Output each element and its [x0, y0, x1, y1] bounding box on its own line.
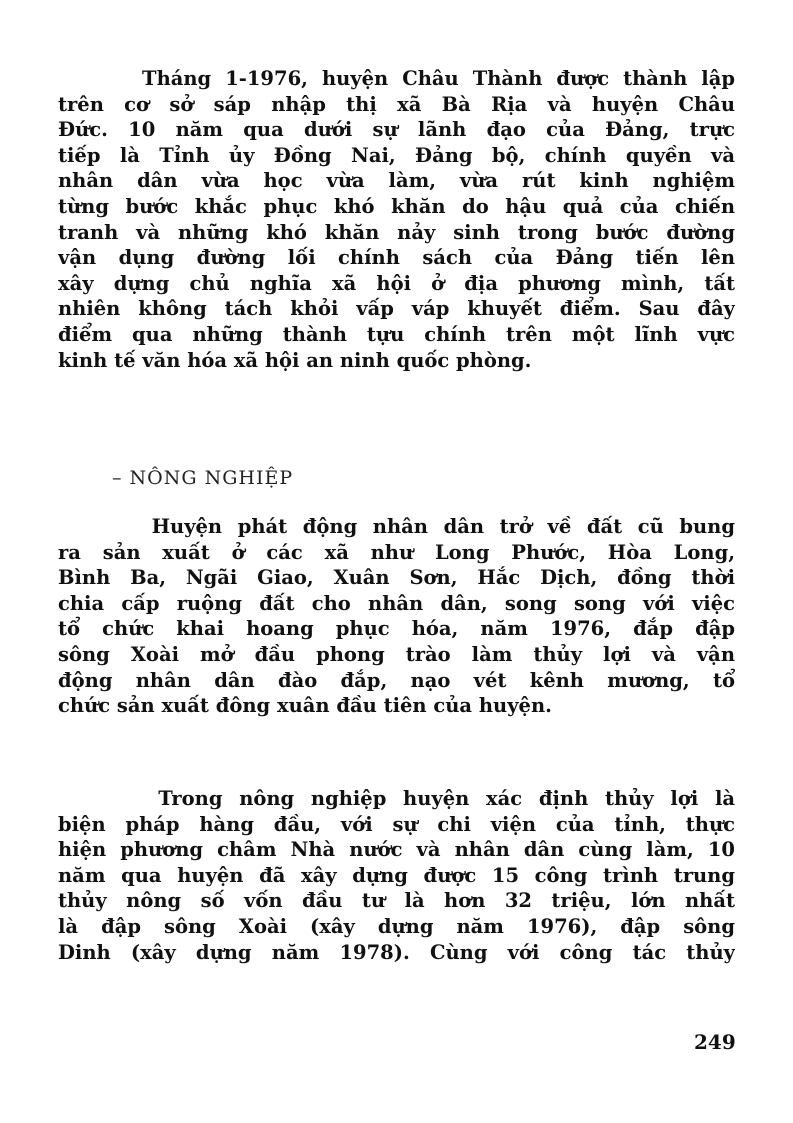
- text-line: tiếp là Tỉnh ủy Đồng Nai, Đảng bộ, chính quyền và: [58, 143, 735, 167]
- agriculture-paragraph: [58, 514, 735, 719]
- text-line: năm qua huyện đã xây dựng được 15 công trình trung: [58, 863, 735, 887]
- irrigation-paragraph: [58, 786, 735, 965]
- text-line: sông Xoài mở đầu phong trào làm thủy lợi và vận: [58, 642, 735, 666]
- text-line: vận dụng đường lối chính sách của Đảng tiến lên: [58, 246, 735, 270]
- text-line: biện pháp hàng đầu, với sự chi viện của tỉnh, thực: [58, 812, 735, 836]
- text-line: Bình Ba, Ngãi Giao, Xuân Sơn, Hắc Dịch, đồng thời: [58, 566, 735, 590]
- text-line: tranh và những khó khăn nảy sinh trong bước đường: [58, 220, 735, 244]
- text-line: điểm qua những thành tựu chính trên một lĩnh vực: [58, 322, 735, 346]
- text-line: động nhân dân đào đắp, nạo vét kênh mương, tổ: [58, 668, 735, 692]
- text-line: kinh tế văn hóa xã hội an ninh quốc phòng.: [58, 348, 532, 372]
- section-heading: – NÔNG NGHIỆP: [112, 467, 294, 489]
- text-line: hiện phương châm Nhà nước và nhân dân cùng làm, 10: [58, 838, 735, 862]
- text-line: chia cấp ruộng đất cho nhân dân, song song với việc: [58, 591, 735, 615]
- text-line: Trong nông nghiệp huyện xác định thủy lợi là: [58, 787, 735, 810]
- page-number: 249: [694, 1030, 736, 1054]
- text-line: tổ chức khai hoang phục hóa, năm 1976, đắp đập: [58, 617, 735, 641]
- text-line: từng bước khắc phục khó khăn do hậu quả của chiến: [58, 194, 735, 218]
- intro-paragraph: [58, 66, 735, 373]
- text-line: xây dựng chủ nghĩa xã hội ở địa phương mình, tất: [58, 271, 735, 295]
- text-line: nhiên không tách khỏi vấp váp khuyết điểm. Sau đây: [58, 297, 735, 321]
- text-line: chức sản xuất đông xuân đầu tiên của huyện.: [58, 694, 552, 718]
- text-line: Đức. 10 năm qua dưới sự lãnh đạo của Đảng, trực: [58, 118, 735, 142]
- text-line: thủy nông số vốn đầu tư là hơn 32 triệu, lớn nhất: [58, 889, 735, 913]
- text-line: ra sản xuất ở các xã như Long Phước, Hòa Long,: [58, 540, 735, 564]
- text-line: Tháng 1-1976, huyện Châu Thành được thành lập: [58, 67, 735, 90]
- text-line: Huyện phát động nhân dân trở về đất cũ bung: [58, 515, 735, 538]
- text-line: là đập sông Xoài (xây dựng năm 1976), đập sông: [58, 914, 735, 938]
- text-line: Dinh (xây dựng năm 1978). Cùng với công tác thủy: [58, 940, 735, 964]
- text-line: nhân dân vừa học vừa làm, vừa rút kinh nghiệm: [58, 169, 735, 193]
- text-line: trên cơ sở sáp nhập thị xã Bà Rịa và huyện Châu: [58, 92, 735, 116]
